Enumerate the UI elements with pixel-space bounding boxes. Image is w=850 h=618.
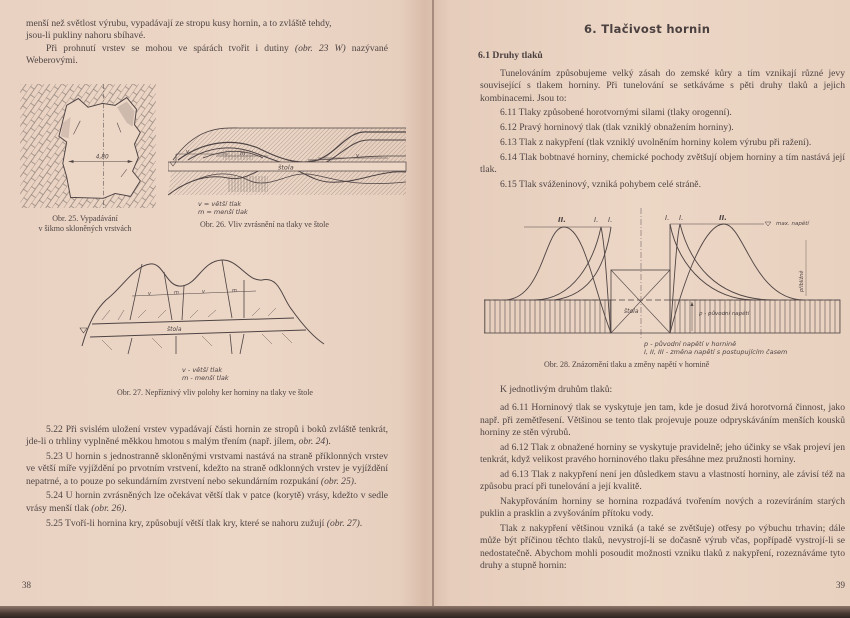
paragraph-ad-6-11: ad 6.11 Horninový tlak se vyskytuje jen tam, kde je dosud živá horotvorná činnost, jako např. při zemětřesení. Většinou se tento tlak projevuje pouze odpryskáváním menších kousků horniny ze stěn výrubů.: [480, 402, 845, 438]
paragraph-blasting: Tlak z nakypření většinou vzniká (a také se zvětšuje) otřesy po výbuchu trhavin; dále může být příčinou těchto tlaků, nevystrojí-li se dočasně výrub včas, popřípadě vystrojí-li se nedostatečně. Abychom mohli posoudit možnosti vzniku tlaků z nakypření, rozeznáváme tyto druhy a stupně hornin:: [480, 522, 845, 571]
figure-26-tunnel-label: štola: [278, 163, 294, 172]
figure-28-max-label: max. napětí: [776, 221, 809, 227]
intro-paragraph: Tunelováním způsobujeme velký zásah do zemské kůry a tím vznikají různé jevy související s tlakem horniny. Při tunelování se setkáváme s pěti druhy tlaků a jejich kombinacemi. Jsou to:: [480, 68, 845, 104]
figure-28-label-right-II: II.: [719, 214, 727, 222]
intro-line-2: jsou-li pukliny nahoru sbíhavé.: [26, 30, 146, 42]
paragraph-ad-6-12: ad 6.12 Tlak z obnažené horniny se vyskytuje pravidelně; jeho účinky se však projeví jen tenkrát, když velikost pravého horninového tlaku přesáhne mez pružnosti horniny.: [480, 441, 845, 465]
figure-28-caption: Obr. 28. Znázornění tlaku a změny napětí v hornině: [544, 360, 710, 369]
page-number-right: 39: [836, 580, 845, 590]
figure-28-p-label: p - původní napětí: [699, 311, 750, 317]
list-item-6-13: 6.13 Tlak z nakypření (tlak vzniklý uvolněním horniny kolem výrubu při ražení).: [500, 136, 812, 148]
figure-27-label-v2: v: [202, 289, 205, 295]
figure-25-diagram: [18, 84, 158, 208]
figure-reference: (obr. 23 W): [294, 42, 346, 54]
figure-25-caption: Obr. 25. Vypadávání v šikmo skloněných vrstvách: [38, 214, 132, 233]
intro-text: [26, 18, 388, 67]
figure-27-label-v1: v: [148, 291, 151, 297]
list-item-6-14: 6.14 Tlak bobtnavé horniny, chemické pochody zvětšují objem horniny a tím nastává její tlak.: [480, 151, 845, 176]
list-item-6-12: 6.12 Pravý horninový tlak (tlak vzniklý obnažením horniny).: [500, 122, 734, 134]
left-page: [0, 0, 425, 606]
figure-27-label-m1: m: [174, 290, 179, 296]
section-5-paragraphs: [26, 424, 388, 530]
list-item-6-11: 6.11 Tlaky způsobené horotvornými silami (tlaky orogenní).: [500, 107, 732, 119]
right-body-text: [480, 384, 845, 572]
page-number-left: 38: [22, 580, 31, 590]
paragraph-loosening: Nakypřováním horniny se hornina rozpadává tvořením nových a rozevíráním starých puklin a prasklin a zvyšováním přítoku vody.: [480, 495, 845, 520]
figure-26-legend: v = větší tlak m = menší tlak: [198, 200, 248, 216]
figure-27-legend: v - větší tlak m - menší tlak: [182, 366, 229, 382]
figure-26-caption: Obr. 26. Vliv zvrásnění na tlaky ve štole: [200, 220, 329, 229]
paragraph-ad-6-13: ad 6.13 Tlak z nakypření není jen důsledkem stavu a vlastností horniny, ale závisí též na způsobu prací při tunelování a její kvalitě.: [480, 468, 845, 493]
figure-26-label-m: m: [240, 151, 246, 157]
figure-28-tunnel-label: štola: [624, 308, 639, 315]
figure-27-diagram: [72, 258, 332, 358]
figure-27-caption: Obr. 27. Nepříznivý vliv polohy ker horniny na tlaky ve štole: [117, 388, 313, 397]
section-title: 6.1 Druhy tlaků: [478, 50, 543, 61]
intro-line-1: menší než světlost výrubu, vypadávají ze stropu kusy hornin, a to zvláště tehdy,: [26, 18, 332, 29]
figure-28-label-right-I-a: I.: [665, 214, 670, 222]
weber-paragraph: Při prohnutí vrstev se mohou ve spárách tvořit i dutiny (obr. 23 W) nazývané Weberovými.: [26, 42, 388, 66]
list-item-6-15: 6.15 Tlak sváženinový, vzniká pohybem celé stráně.: [500, 178, 701, 190]
figure-27-tunnel-label: štola: [167, 326, 182, 333]
figure-26-label-v2: v: [356, 153, 360, 159]
figure-27-label-m2: m: [232, 288, 237, 294]
figure-28-legend: p - původní napětí v hornině I, II, III - změna napětí s postupujícím časem: [644, 340, 788, 356]
paragraph-5-24: 5.24 U hornin zvrásněných lze očekávat větší tlak v patce (korytě) vrásy, kdežto v sedle vrásy menší tlak (obr. 26).: [26, 490, 388, 514]
paragraph-5-25: 5.25 Tvoří-li hornina kry, způsobují větší tlak kry, které se nahoru zužují (obr. 27).: [46, 517, 363, 529]
figure-28-diagram: [484, 200, 844, 340]
figure-28-label-left-II: II.: [558, 216, 566, 224]
figure-28-label-left-I-a: I.: [594, 216, 599, 224]
figure-28-label-left-I-b: I.: [608, 216, 613, 224]
figure-28-increase-label: přibližně: [799, 270, 805, 292]
figure-25-dimension: 4,80: [95, 154, 109, 161]
figure-26-label-v1: v: [186, 149, 190, 155]
subheading: K jednotlivým druhům tlaků:: [500, 384, 613, 395]
paragraph-5-22: 5.22 Při svislém uložení vrstev vypadávají části hornin ze stropů i boků zvláště tenkrát, jde-li o trhliny vyplněné měkkou hmotou s malým třením (např. jílem, obr. 24).: [26, 424, 389, 448]
figure-28-label-right-I-b: I.: [679, 214, 684, 222]
right-page: [434, 0, 850, 606]
paragraph-5-23: 5.23 U hornin s jednostranně skloněnými vrstvami nastává na straně příklonných vrstev ve větší míře vyjíždění po prvotním vrstvení, kdežto na straně odklonných vrstev je vyjíždění nepatrné, a to pouze po sekundárním zvrstvení nebo sekundárním rozpukání (obr. 25).: [26, 451, 388, 487]
chapter-title: 6. Tlačivost hornin: [584, 22, 711, 36]
page-bottom-edge: [0, 606, 850, 618]
figure-26-diagram: [168, 120, 408, 198]
right-intro-text: [480, 68, 845, 191]
